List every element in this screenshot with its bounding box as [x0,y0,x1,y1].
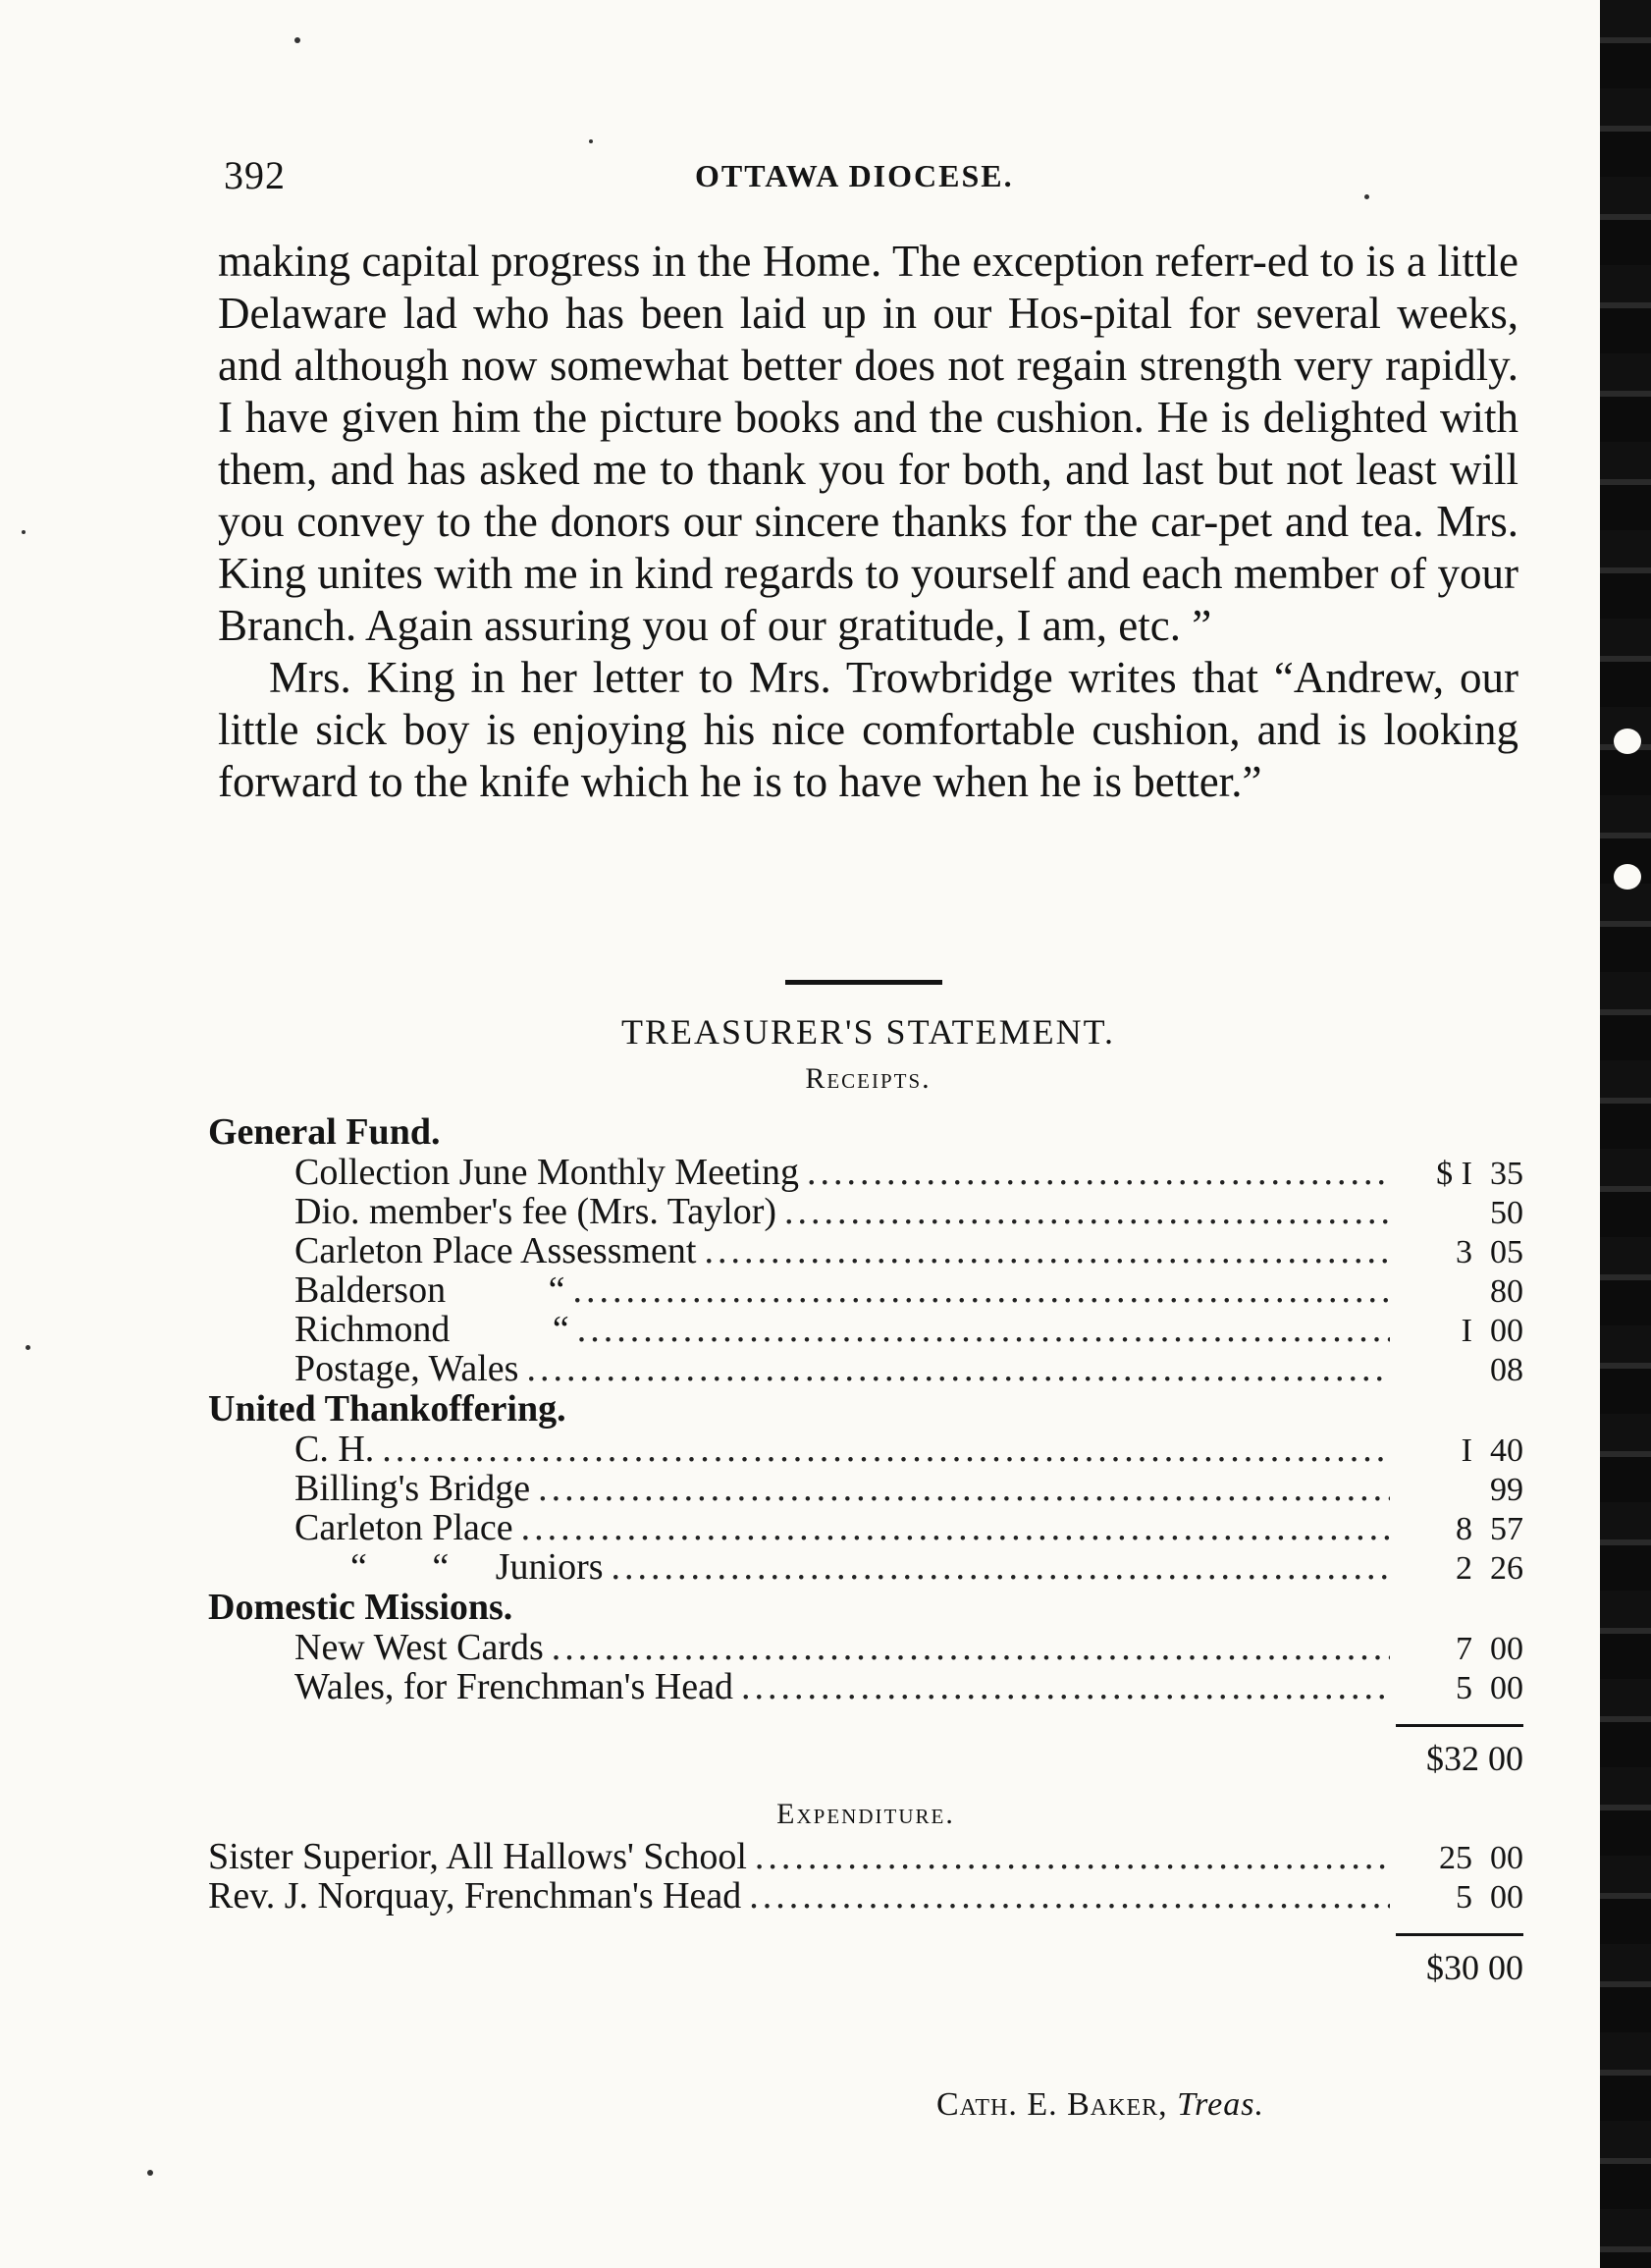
amount [1398,1669,1523,1708]
leader-dots [755,1837,1390,1876]
ledger-row [208,1153,1523,1192]
item-label: Richmond “ [294,1309,569,1350]
print-speck [22,530,26,534]
ledger-row [208,1547,1523,1587]
item-label: Carleton Place [294,1507,513,1548]
leader-dots [741,1667,1390,1706]
print-speck [589,139,593,143]
letter-text [218,236,1518,808]
item-label: Balderson “ [294,1269,565,1311]
leader-dots [612,1547,1390,1587]
category-heading: General Fund. [208,1111,441,1153]
ledger-row [208,1192,1523,1231]
item-label: Wales, for Frenchman's Head [294,1666,733,1707]
amount [1398,1194,1523,1233]
amount [1398,1233,1523,1272]
amount-cents: 50 [1490,1195,1523,1231]
leader-dots [382,1430,1390,1469]
receipts-total: $32 00 [1426,1739,1523,1778]
page-number: 392 [224,153,286,197]
amount-cents: 00 [1490,1840,1523,1876]
amount-cents: 99 [1490,1472,1523,1508]
leader-dots [521,1508,1390,1547]
receipts-heading: Receipts. [805,1062,932,1095]
leader-dots [749,1876,1390,1916]
amount [1398,1312,1523,1351]
spine-notch [1614,729,1641,754]
amount [1398,1510,1523,1549]
item-label: C. H. [294,1429,375,1470]
item-label: Collection June Monthly Meeting [294,1152,800,1193]
print-speck [1364,194,1369,199]
item-label: Rev. J. Norquay, Frenchman's Head [208,1875,742,1917]
paragraph: Mrs. King in her letter to Mrs. Trowbridge writes that “Andrew, our little sick boy is enjoying his nice comfortable cushion, and is looking forward to the knife which he is to have when he is better.” [218,653,1518,806]
print-speck [147,2170,153,2176]
amount-cents: 05 [1490,1234,1523,1270]
amount-dollars: 5 [1456,1670,1472,1706]
amount-dollars: $ I [1436,1156,1472,1192]
amount [1398,1878,1523,1917]
amount-dollars: 2 [1456,1550,1472,1587]
leader-dots [526,1349,1390,1388]
ledger-row [208,1876,1523,1916]
amount-dollars: 7 [1456,1631,1472,1667]
leader-dots [807,1153,1390,1192]
leader-dots [704,1231,1390,1270]
amount [1398,1471,1523,1510]
amount-dollars: 8 [1456,1511,1472,1547]
amount [1398,1839,1523,1878]
amount [1398,1549,1523,1589]
statement-title: TREASURER'S STATEMENT. [621,1012,1115,1052]
amount [1398,1272,1523,1312]
ledger-row [208,1430,1523,1469]
category-heading: Domestic Missions. [208,1587,513,1628]
amount-dollars: I [1461,1432,1472,1469]
amount-cents: 26 [1490,1550,1523,1587]
ledger-row [208,1508,1523,1547]
print-speck [26,1345,30,1350]
amount-cents: 00 [1490,1670,1523,1706]
ledger-row [208,1837,1523,1876]
treasurer-title: Treas. [1177,2086,1264,2123]
leader-dots [552,1628,1390,1667]
print-speck [294,37,300,43]
receipts-ledger [208,1111,1523,1995]
leader-dots [538,1469,1390,1508]
amount [1398,1431,1523,1471]
section-divider [785,980,942,985]
paragraph: making capital progress in the Home. The exception referr-ed to is a little Delaware lad who has been laid up in our Hos-pital for several weeks, and although now somewhat better does not regain strength very rapidly. I have given him the picture books and the cushion. He is delighted with them, and has asked me to thank you for both, and last but not least will you convey to the donors our sincere thanks for the car-pet and tea. Mrs. King unites with me in kind regards to yourself and each member of your Branch. Again assuring you of our gratitude, I am, etc. ” [218,237,1518,650]
expenditure-heading: Expenditure. [776,1798,955,1830]
leader-dots [572,1270,1390,1310]
amount [1398,1630,1523,1669]
ledger-row [208,1469,1523,1508]
item-label: New West Cards [294,1627,544,1668]
amount [1398,1351,1523,1390]
treasurer-name: Cath. E. Baker, [936,2086,1168,2123]
amount-cents: 00 [1490,1631,1523,1667]
expenditure-total: $30 00 [1426,1948,1523,1987]
category-heading: United Thankoffering. [208,1388,566,1430]
ledger-row [208,1667,1523,1706]
amount-cents: 00 [1490,1879,1523,1916]
ledger-row [208,1310,1523,1349]
ledger-row [208,1628,1523,1667]
amount-dollars: 5 [1456,1879,1472,1916]
item-label: Billing's Bridge [294,1468,531,1509]
item-label: Carleton Place Assessment [294,1230,697,1271]
amount-cents: 08 [1490,1352,1523,1388]
amount-cents: 35 [1490,1156,1523,1192]
leader-dots [784,1192,1390,1231]
item-label: Sister Superior, All Hallows' School [208,1836,747,1877]
amount-cents: 80 [1490,1273,1523,1310]
ledger-row [208,1349,1523,1388]
page-header [224,152,1500,201]
item-label: Postage, Wales [294,1348,519,1389]
amount [1398,1155,1523,1194]
ledger-row [208,1270,1523,1310]
item-label: “ “ Juniors [294,1546,604,1588]
item-label: Dio. member's fee (Mrs. Taylor) [294,1191,777,1232]
amount-dollars: 25 [1439,1840,1472,1876]
amount-cents: 57 [1490,1511,1523,1547]
spine-notch [1614,864,1641,890]
amount-cents: 00 [1490,1313,1523,1349]
amount-dollars: I [1461,1313,1472,1349]
leader-dots [577,1310,1390,1349]
book-spine-edge [1600,0,1651,2268]
amount-dollars: 3 [1456,1234,1472,1270]
ledger-row [208,1231,1523,1270]
running-head: OTTAWA DIOCESE. [695,158,1014,193]
amount-cents: 40 [1490,1432,1523,1469]
treasurer-signature [936,2086,1264,2124]
